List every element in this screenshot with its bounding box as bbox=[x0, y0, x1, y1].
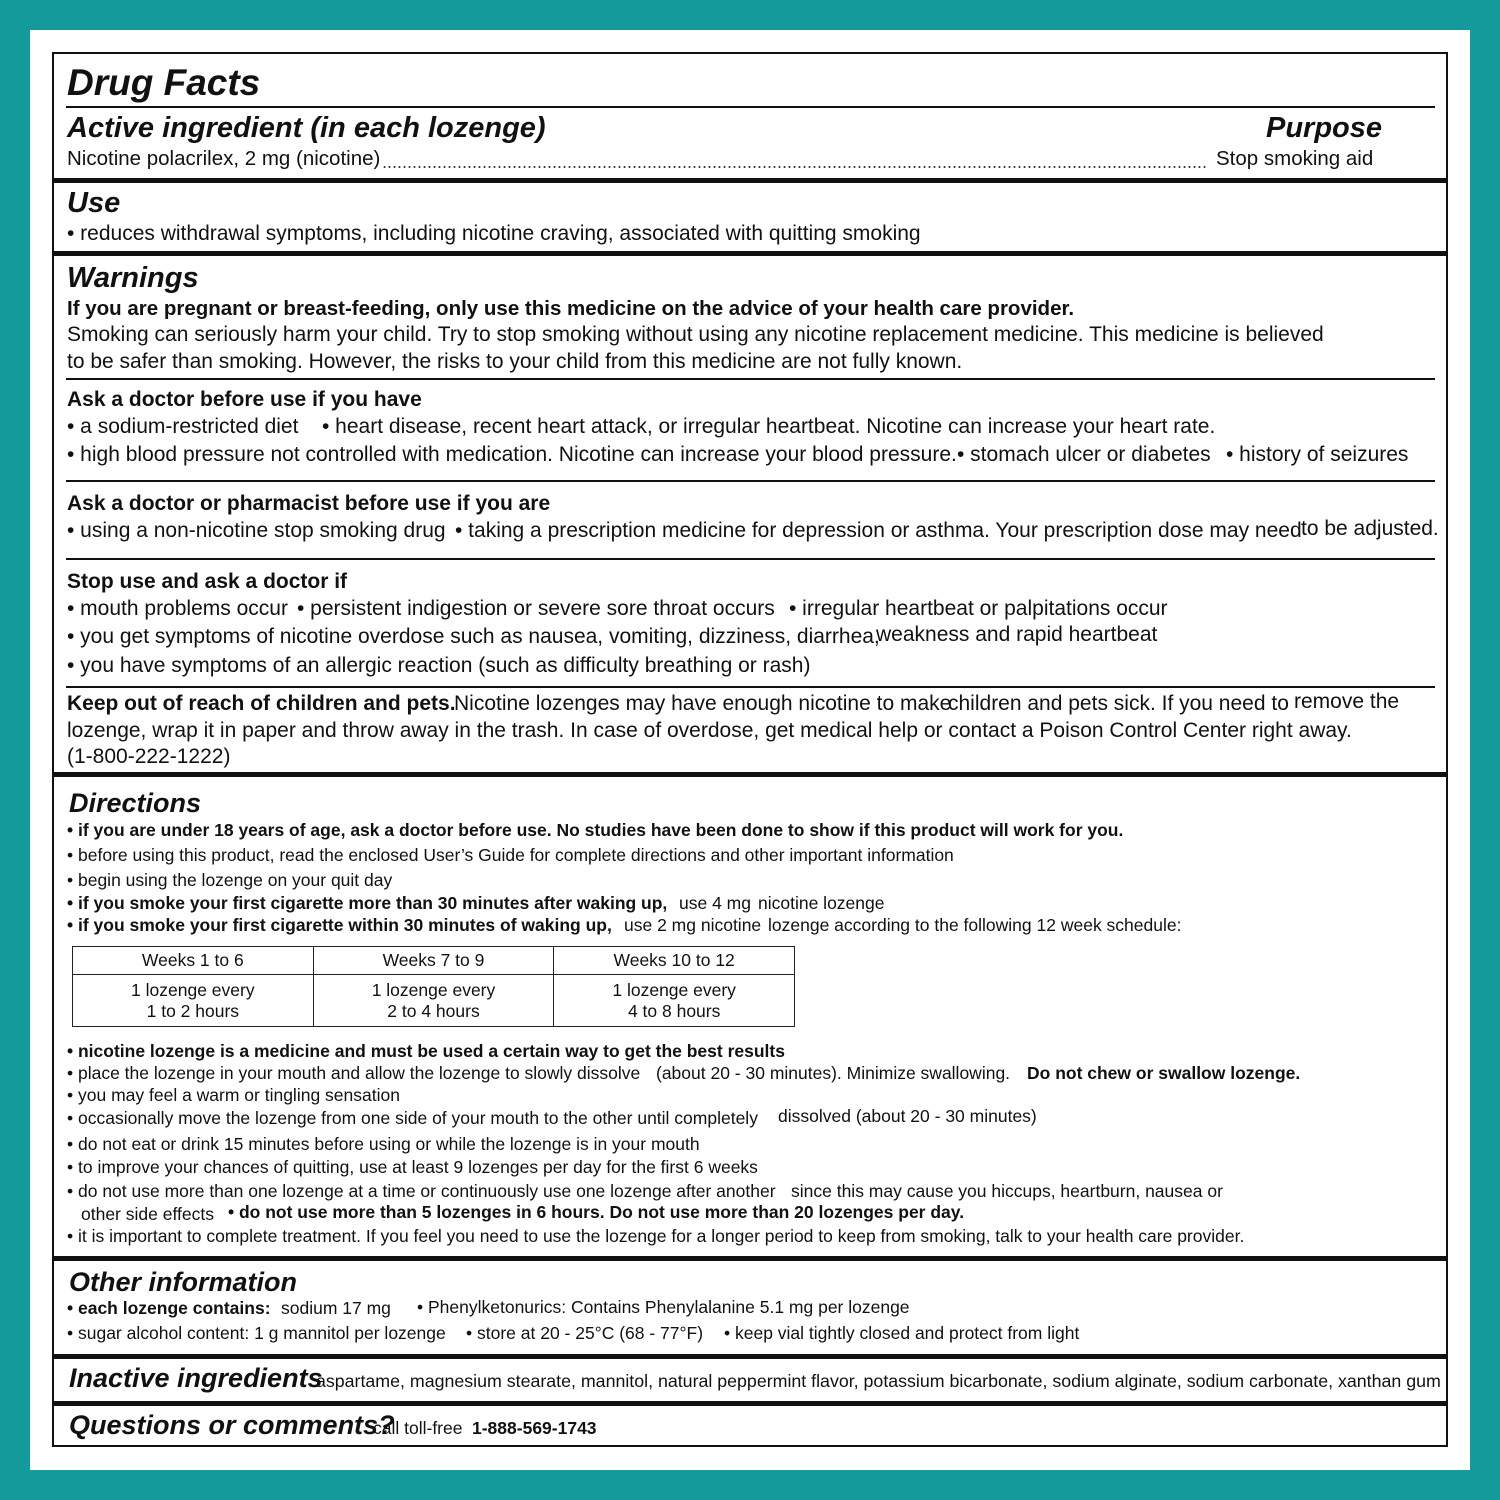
schedule-cell bbox=[73, 975, 314, 1027]
direction-item: • do not use more than one lozenge at a time or continuously use one lozenge after another bbox=[67, 1181, 776, 1201]
stop-use-item: • irregular heartbeat or palpitations occur bbox=[789, 597, 1168, 620]
stop-use-item: • you get symptoms of nicotine overdose such as nausea, vomiting, dizziness, diarrhea, bbox=[67, 625, 880, 648]
subsection-rule bbox=[66, 378, 1435, 380]
pregnant-warning-line: to be safer than smoking. However, the risks to your child from this medicine are not fully known. bbox=[67, 350, 963, 373]
section-rule bbox=[54, 1256, 1446, 1261]
direction-item: • begin using the lozenge on your quit day bbox=[67, 870, 393, 890]
ask-doctor-item: • high blood pressure not controlled with medication. Nicotine can increase your blood pressure. bbox=[67, 443, 957, 466]
ask-pharmacist-item: • taking a prescription medicine for depression or asthma. Your prescription dose may need bbox=[455, 519, 1302, 542]
other-info-item: • store at 20 - 25°C (68 - 77°F) bbox=[466, 1323, 704, 1343]
subsection-rule bbox=[66, 686, 1435, 688]
ask-doctor-item: • a sodium-restricted diet bbox=[67, 415, 299, 438]
direction-item: • if you are under 18 years of age, ask a doctor before use. No studies have been done to show if this product will work for you. bbox=[67, 820, 1124, 840]
other-info-heading: Other information bbox=[69, 1267, 297, 1297]
direction-item: • place the lozenge in your mouth and allow the lozenge to slowly dissolve bbox=[67, 1063, 641, 1083]
direction-item: • occasionally move the lozenge from one side of your mouth to the other until completely bbox=[67, 1108, 758, 1128]
direction-item: • it is important to complete treatment. If you feel you need to use the lozenge for a longer period to keep from smoking, talk to your health care provider. bbox=[67, 1226, 1245, 1246]
dosing-schedule-table bbox=[72, 946, 795, 1027]
other-info-item: sodium 17 mg bbox=[281, 1298, 391, 1318]
stop-use-item: • persistent indigestion or severe sore throat occurs bbox=[297, 597, 775, 620]
direction-item: since this may cause you hiccups, heartburn, nausea or bbox=[791, 1181, 1223, 1201]
ask-pharmacist-heading: Ask a doctor or pharmacist before use if you are bbox=[67, 492, 551, 515]
direction-item-bold: • do not use more than 5 lozenges in 6 hours. Do not use more than 20 lozenges per day. bbox=[228, 1202, 965, 1222]
direction-item: other side effects bbox=[81, 1204, 214, 1224]
keep-out-text: remove the bbox=[1294, 690, 1400, 713]
warnings-heading: Warnings bbox=[67, 262, 199, 294]
direction-item: dissolved (about 20 - 30 minutes) bbox=[778, 1106, 1037, 1126]
direction-item: use 2 mg nicotine bbox=[624, 915, 762, 935]
schedule-cell-line: 1 lozenge every bbox=[612, 979, 736, 1000]
schedule-cell-line: 1 lozenge every bbox=[131, 979, 255, 1000]
section-rule bbox=[54, 1401, 1446, 1406]
direction-item: • do not eat or drink 15 minutes before using or while the lozenge is in your mouth bbox=[67, 1134, 700, 1154]
schedule-header: Weeks 10 to 12 bbox=[554, 947, 795, 975]
schedule-header: Weeks 7 to 9 bbox=[313, 947, 554, 975]
call-toll-free-text: call toll-free bbox=[373, 1418, 463, 1438]
keep-out-text: lozenge, wrap it in paper and throw away in the trash. In case of overdose, get medical help or contact a Poison Control Center right away. bbox=[67, 719, 1352, 742]
keep-out-text: Nicotine lozenges may have enough nicotine to make bbox=[454, 692, 952, 715]
inactive-ingredients-text: aspartame, magnesium stearate, mannitol, natural peppermint flavor, potassium bicarbonate, sodium alginate, sodium carbonate, xanthan gum bbox=[316, 1371, 1441, 1391]
other-info-item: • sugar alcohol content: 1 g mannitol per lozenge bbox=[67, 1323, 446, 1343]
section-rule bbox=[54, 251, 1446, 256]
pregnant-warning-line: Smoking can seriously harm your child. Try to stop smoking without using any nicotine replacement medicine. This medicine is believed bbox=[67, 323, 1324, 346]
stop-use-item: • mouth problems occur bbox=[67, 597, 288, 620]
section-rule bbox=[54, 772, 1446, 777]
direction-item: • to improve your chances of quitting, use at least 9 lozenges per day for the first 6 weeks bbox=[67, 1157, 758, 1177]
schedule-cell-line: 1 lozenge every bbox=[371, 979, 496, 1000]
title-rule bbox=[66, 106, 1435, 108]
direction-item: • you may feel a warm or tingling sensation bbox=[67, 1085, 400, 1105]
keep-out-bold: Keep out of reach of children and pets. bbox=[67, 692, 456, 715]
other-info-item: • Phenylketonurics: Contains Phenylalanine 5.1 mg per lozenge bbox=[417, 1297, 910, 1317]
direction-item-bold: Do not chew or swallow lozenge. bbox=[1027, 1063, 1301, 1083]
active-ingredient-heading: Active ingredient (in each lozenge) bbox=[67, 112, 546, 144]
direction-item: (about 20 - 30 minutes). Minimize swallowing. bbox=[656, 1063, 1011, 1083]
poison-control-number: (1-800-222-1222) bbox=[67, 745, 231, 768]
schedule-cell-line: 2 to 4 hours bbox=[387, 1000, 480, 1021]
direction-item: use 4 mg bbox=[679, 893, 751, 913]
direction-item-bold: • if you smoke your first cigarette within 30 minutes of waking up, bbox=[67, 915, 612, 935]
ask-doctor-heading: Ask a doctor before use if you have bbox=[67, 388, 422, 411]
use-heading: Use bbox=[67, 187, 121, 219]
direction-item: • before using this product, read the enclosed User’s Guide for complete directions and other important information bbox=[67, 845, 954, 865]
subsection-rule bbox=[66, 558, 1435, 560]
schedule-cell bbox=[554, 975, 795, 1027]
schedule-cell-line: 4 to 8 hours bbox=[627, 1000, 721, 1021]
direction-item-bold: • if you smoke your first cigarette more than 30 minutes after waking up, bbox=[67, 893, 668, 913]
use-text: • reduces withdrawal symptoms, including nicotine craving, associated with quitting smoking bbox=[67, 222, 921, 245]
schedule-header: Weeks 1 to 6 bbox=[73, 947, 314, 975]
dot-leader bbox=[382, 165, 1208, 169]
ask-pharmacist-item: to be adjusted. bbox=[1301, 517, 1439, 540]
ask-doctor-item: • history of seizures bbox=[1226, 443, 1409, 466]
direction-item-bold: • nicotine lozenge is a medicine and must be used a certain way to get the best results bbox=[67, 1041, 785, 1061]
ask-doctor-item: • stomach ulcer or diabetes bbox=[957, 443, 1211, 466]
direction-item: lozenge according to the following 12 week schedule: bbox=[768, 915, 1182, 935]
section-rule bbox=[54, 178, 1446, 183]
stop-use-item: weakness and rapid heartbeat bbox=[876, 623, 1158, 646]
other-info-item: • keep vial tightly closed and protect from light bbox=[724, 1323, 1080, 1343]
ask-pharmacist-item: • using a non-nicotine stop smoking drug bbox=[67, 519, 446, 542]
pregnant-warning-bold: If you are pregnant or breast-feeding, only use this medicine on the advice of your health care provider. bbox=[67, 297, 1075, 320]
purpose-text: Stop smoking aid bbox=[1216, 147, 1374, 170]
purpose-heading: Purpose bbox=[1266, 112, 1383, 144]
active-ingredient-text: Nicotine polacrilex, 2 mg (nicotine) bbox=[67, 147, 381, 170]
toll-free-phone-number: 1-888-569-1743 bbox=[472, 1418, 597, 1438]
subsection-rule bbox=[66, 480, 1435, 482]
keep-out-text: children and pets sick. If you need to bbox=[948, 692, 1289, 715]
schedule-cell bbox=[313, 975, 554, 1027]
section-rule bbox=[54, 1354, 1446, 1359]
direction-item: nicotine lozenge bbox=[758, 893, 885, 913]
other-info-bold: • each lozenge contains: bbox=[67, 1298, 271, 1318]
stop-use-item: • you have symptoms of an allergic reaction (such as difficulty breathing or rash) bbox=[67, 654, 811, 677]
drug-facts-title: Drug Facts bbox=[67, 62, 261, 103]
questions-heading: Questions or comments? bbox=[69, 1410, 395, 1440]
schedule-cell-line: 1 to 2 hours bbox=[146, 1000, 240, 1021]
inactive-ingredients-heading: Inactive ingredients bbox=[69, 1363, 323, 1393]
stop-use-heading: Stop use and ask a doctor if bbox=[67, 570, 348, 593]
ask-doctor-item: • heart disease, recent heart attack, or irregular heartbeat. Nicotine can increase your heart rate. bbox=[322, 415, 1216, 438]
directions-heading: Directions bbox=[69, 788, 202, 818]
